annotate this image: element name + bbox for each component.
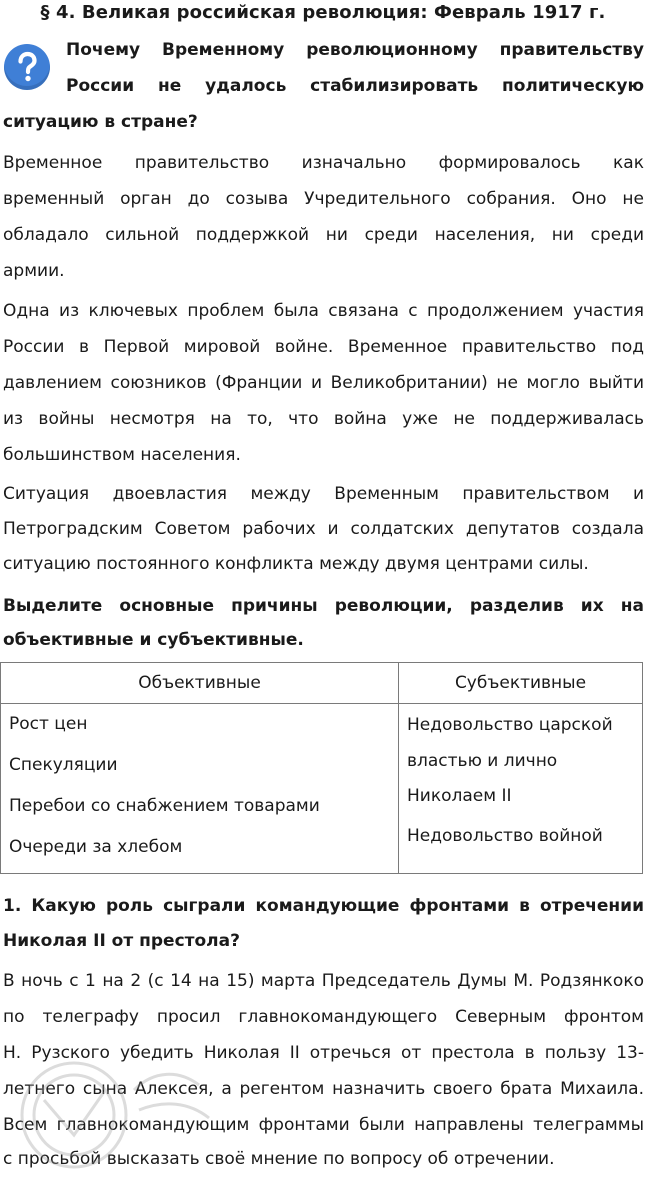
answer1-p3-line-3: ситуацию постоянного конфликта между двумя центрами силы. xyxy=(3,554,589,574)
table-row xyxy=(1,704,643,874)
answer2-line-1: В ночь с 1 на 2 (с 14 на 15) марта Председатель Думы М. Родзянкоко xyxy=(3,971,644,991)
objective-item: Рост цен xyxy=(9,714,88,734)
answer1-p1-line-3: обладало сильной поддержкой ни среди населения, ни среди xyxy=(3,225,644,245)
answer1-p2-line-4: из войны несмотря на то, что война уже не поддерживалась xyxy=(3,409,644,429)
header-subjective: Субъективные xyxy=(399,663,643,704)
question1-line-2: России не удалось стабилизировать политическую xyxy=(66,76,644,96)
answer1-p1-line-2: временный орган до созыва Учредительного собрания. Оно не xyxy=(3,189,644,209)
answer1-p2-line-2: России в Первой мировой войне. Временное правительство под xyxy=(3,337,644,357)
question1-line-3: ситуацию в стране? xyxy=(3,112,198,132)
task-line-1: Выделите основные причины революции, разделив их на xyxy=(3,596,644,616)
objective-item: Перебои со снабжением товарами xyxy=(9,796,320,816)
answer2-line-2: по телеграфу просил главнокомандующего Северным фронтом xyxy=(3,1007,644,1027)
answer1-p2-line-3: давлением союзников (Франции и Великобритании) не могло выйти xyxy=(3,373,644,393)
answer2-line-3: Н. Рузского убедить Николая II отречься от престола в пользу 13- xyxy=(3,1043,644,1063)
question2-line-1: 1. Какую роль сыграли командующие фронтами в отречении xyxy=(3,896,644,916)
answer2-line-4: летнего сына Алексея, а регентом назначить своего брата Михаила. xyxy=(3,1079,644,1099)
subjective-item: Николаем II xyxy=(407,786,512,806)
objective-item: Спекуляции xyxy=(9,755,118,775)
subjective-item: Недовольство войной xyxy=(407,825,603,846)
objective-cell xyxy=(1,704,399,874)
answer1-p2-line-1: Одна из ключевых проблем была связана с продолжением участия xyxy=(3,301,644,321)
subjective-cell xyxy=(399,704,643,874)
answer2-line-6: с просьбой высказать своё мнение по вопросу об отречении. xyxy=(3,1149,555,1169)
answer1-p1-line-4: армии. xyxy=(3,261,65,281)
question2-line-2: Николая II от престола? xyxy=(3,931,240,951)
answer1-p1-line-1: Временное правительство изначально формировалось как xyxy=(3,153,644,173)
question-mark-icon xyxy=(4,44,50,90)
question1-line-1: Почему Временному революционному правительству xyxy=(66,40,644,60)
objective-item: Очереди за хлебом xyxy=(9,837,183,857)
answer1-p3-line-2: Петроградским Советом рабочих и солдатских депутатов создала xyxy=(3,519,644,539)
causes-table xyxy=(0,662,643,874)
answer1-p3-line-1: Ситуация двоевластия между Временным правительством и xyxy=(3,484,644,504)
subjective-item: Недовольство царской xyxy=(407,715,613,735)
header-objective: Объективные xyxy=(1,663,399,704)
answer2-line-5: Всем главнокомандующим фронтами были направлены телеграммы xyxy=(3,1115,644,1135)
table-header-row xyxy=(1,663,643,704)
task-line-2: объективные и субъективные. xyxy=(3,630,304,650)
section-title: § 4. Великая российская революция: Февраль 1917 г. xyxy=(40,2,606,23)
subjective-item: властью и лично xyxy=(407,750,558,771)
answer1-p2-line-5: большинством населения. xyxy=(3,445,241,465)
